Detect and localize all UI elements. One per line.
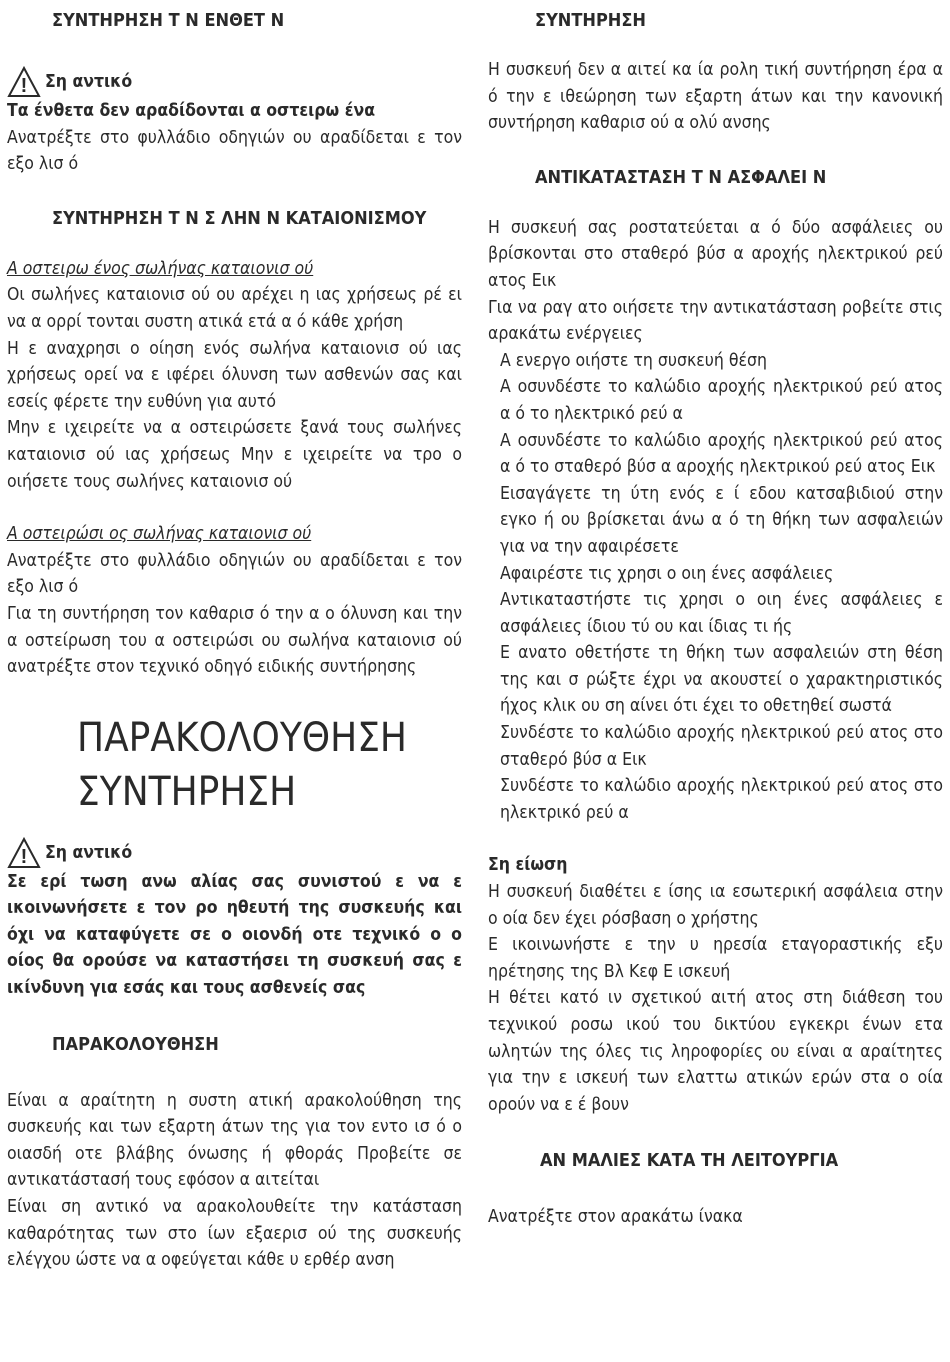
section-heading-fuse-replacement: ΑΝΤΙΚΑΤΑΣΤΑΣΗ Τ Ν ΑΣΦΑΛΕΙ Ν [535,166,827,188]
tubes-reuse-warning: Η ε αναχρησι ο οίηση ενός σωλήνα καταιονισ ού ιας χρήσεως ορεί να ε ιφέρει όλυνση των ασθενών σας και εσείς φέρετε την ευθύνη για αυτό [7,338,462,412]
warning-triangle-icon [7,66,41,98]
tubes-disposable-text: Οι σωλήνες καταιονισ ού ου αρέχει η ιας χρήσεως ρέ ει να α ορρί τονται συστη ατικά ετά α ό κάθε χρήση [7,285,462,332]
warning-label: Ση αντικό [45,842,133,863]
inserts-not-sterile: Τα ένθετα δεν αραδίδονται α οστειρω ένα [7,101,376,121]
warning-triangle-icon [7,837,41,869]
sterilizable-refer-leaflet: Ανατρέξτε στο φυλλάδιο οδηγιών ου αραδίδεται ε τον εξο λισ ό [7,550,462,598]
subheading-sterile-tube: Α οστειρω ένος σωλήνας καταιονισ ού [7,258,314,279]
anomalies-refer-table: Ανατρέξτε στον αρακάτω ίνακα [488,1207,743,1228]
note-technical-info: Η θέτει κατό ιν σχετικού αιτή ατος στη διάθεση του τεχνικού ροσω ικού του δικτύου εγκεκρι ένων ετα ωλητών της όλες τις ληροφορίες ου είναι α αραίτητες για την ε ισκευή των ελαττω ατικών ερών στα ο οία ορούν να ε έ βουν [488,988,943,1115]
fuses-location-text: Η συσκευή σας ροστατεύεται α ό δύο ασφάλειες ου βρίσκονται στο σταθερό βύσ α αροχής ηλεκτρικού ρεύ ατος Εικ [488,217,943,291]
warning-important-2 [7,837,462,869]
malfunction-contact-text: Σε ερί τωση ανω αλίας σας συνιστού ε να ε ικοινωνήσετε ε τον ρο ηθευτή της συσκευής και όχι να καταφύγετε σε ο οιονδή οτε τεχνικό ο ο οίος θα ορούσε να καταστήσει τη συσκευή σας ε ικίνδυνη για εσάς και τους ασθενείς σας [7,871,462,999]
fuses-steps-intro: Για να ραγ ατο οιήσετε την αντικατάσταση ροβείτε στις αρακάτω ενέργειες [488,297,943,345]
warning-important-1 [7,66,462,98]
section-heading-monitoring: ΠΑΡΑΚΟΛΟΥΘΗΣΗ [52,1033,219,1055]
subheading-sterilizable-tube: Α οστειρώσι ος σωλήνας καταιονισ ού [7,524,312,545]
note-label: Ση είωση [488,855,568,876]
right-column [488,0,943,1231]
section-heading-maintenance: ΣΥΝΤΗΡΗΣΗ [535,10,646,31]
sterilizable-maintenance-text: Για τη συντήρηση τον καθαρισ ό την α ο όλυνση και την α οστείρωση του α οστειρώσι ου σωλήνα καταιονισ ού ανατρέξτε στον τεχνικό οδηγό ειδικής συντήρησης [7,603,462,678]
chapter-title-line1: ΠΑΡΑΚΟΛΟΥΘΗΣΗ [77,714,407,761]
step-6: Αντικαταστήστε τις χρησι ο οιη ένες ασφάλειες ε ασφάλειες ίδιου τύ ου και ίδιας τι ής [500,590,943,637]
chapter-title-line2: ΣΥΝΤΗΡΗΣΗ [77,768,297,815]
monitoring-text-1: Είναι α αραίτητη η συστη ατική αρακολούθηση της συσκευής και των εξαρτη άτων της για τον εντο ισ ό ο οιασδή οτε βλάβης όνωσης ή φθοράς Προβείτε σε αντικατάστασή τους εφόσον α αιτείται [7,1090,462,1191]
monitoring-text-2: Είναι ση αντικό να αρακολουθείτε την κατάσταση καθαρότητας των στο ίων εξαερισ ού της συσκευής ελέγχου ώστε να α οφεύγεται κάθε υ ερθέρ ανση [7,1197,462,1271]
maintenance-text: Η συσκευή δεν α αιτεί κα ία ρολη τική συντήρηση έρα α ό την ε ιθεώρηση των εξαρτη άτων και την κανονική συντήρηση καθαρισ ού α ολύ ανσης [488,60,943,134]
step-4: Εισαγάγετε τη ύτη ενός ε ί εδου κατσαβιδιού στην εγκο ή ου βρίσκεται άνω α ό τη θήκη των ασφαλειών για να την αφαιρέσετε [500,483,943,557]
note-contact-service: Ε ικοινωνήστε ε την υ ηρεσία εταγοραστικής εξυ ηρέτησης της Βλ Κεφ Ε ισκευή [488,935,943,982]
step-8: Συνδέστε το καλώδιο αροχής ηλεκτρικού ρεύ ατος στο σταθερό βύσ α Εικ [500,723,943,770]
inserts-refer-leaflet: Ανατρέξτε στο φυλλάδιο οδηγιών ου αραδίδεται ε τον εξο λισ ό [7,127,462,175]
left-column [7,0,462,1274]
svg-text:!: ! [20,845,28,868]
step-5: Αφαιρέστε τις χρησι ο οιη ένες ασφάλειες [500,563,834,584]
tubes-no-resterilize: Μην ε ιχειρείτε να α οστειρώσετε ξανά τους σωλήνες καταιονισ ού ιας χρήσεως Μην ε ιχειρείτε να τρο ο οιήσετε τους σωλήνες καταιονισ ού [7,418,462,492]
note-internal-fuse: Η συσκευή διαθέτει ε ίσης ια εσωτερική ασφάλεια στην ο οία δεν έχει ρόσβαση ο χρήστης [488,882,943,929]
svg-text:!: ! [20,75,28,97]
step-2: Α οσυνδέστε το καλώδιο αροχής ηλεκτρικού ρεύ ατος α ό το ηλεκτρικό ρεύ α [500,377,943,424]
step-3: Α οσυνδέστε το καλώδιο αροχής ηλεκτρικού ρεύ ατος α ό το σταθερό βύσ α αροχής ηλεκτρικού ρεύ ατος Εικ [500,430,943,478]
warning-label: Ση αντικό [45,72,133,92]
step-1: Α ενεργο οιήστε τη συσκευή θέση [500,350,767,371]
section-heading-operating-anomalies: ΑΝ ΜΑΛΙΕΣ ΚΑΤΑ ΤΗ ΛΕΙΤΟΥΡΓΙΑ [540,1150,839,1172]
section-heading-spray-tubes: ΣΥΝΤΗΡΗΣΗ Τ Ν Σ ΛΗΝ Ν ΚΑΤΑΙΟΝΙΣΜΟΥ [52,207,427,229]
chapter-title [7,711,462,819]
step-7: Ε ανατο οθετήστε τη θήκη των ασφαλειών στη θέση της και σ ρώξτε έχρι να ακουστεί ο χαρακτηριστικός ήχος κλικ ου ση αίνει ότι έχει το οθετηθεί σωστά [500,643,943,717]
section-heading-inserts: ΣΥΝΤΗΡΗΣΗ Τ Ν ΕΝΘΕΤ Ν [52,10,285,31]
step-9: Συνδέστε το καλώδιο αροχής ηλεκτρικού ρεύ ατος στο ηλεκτρικό ρεύ α [500,776,943,823]
